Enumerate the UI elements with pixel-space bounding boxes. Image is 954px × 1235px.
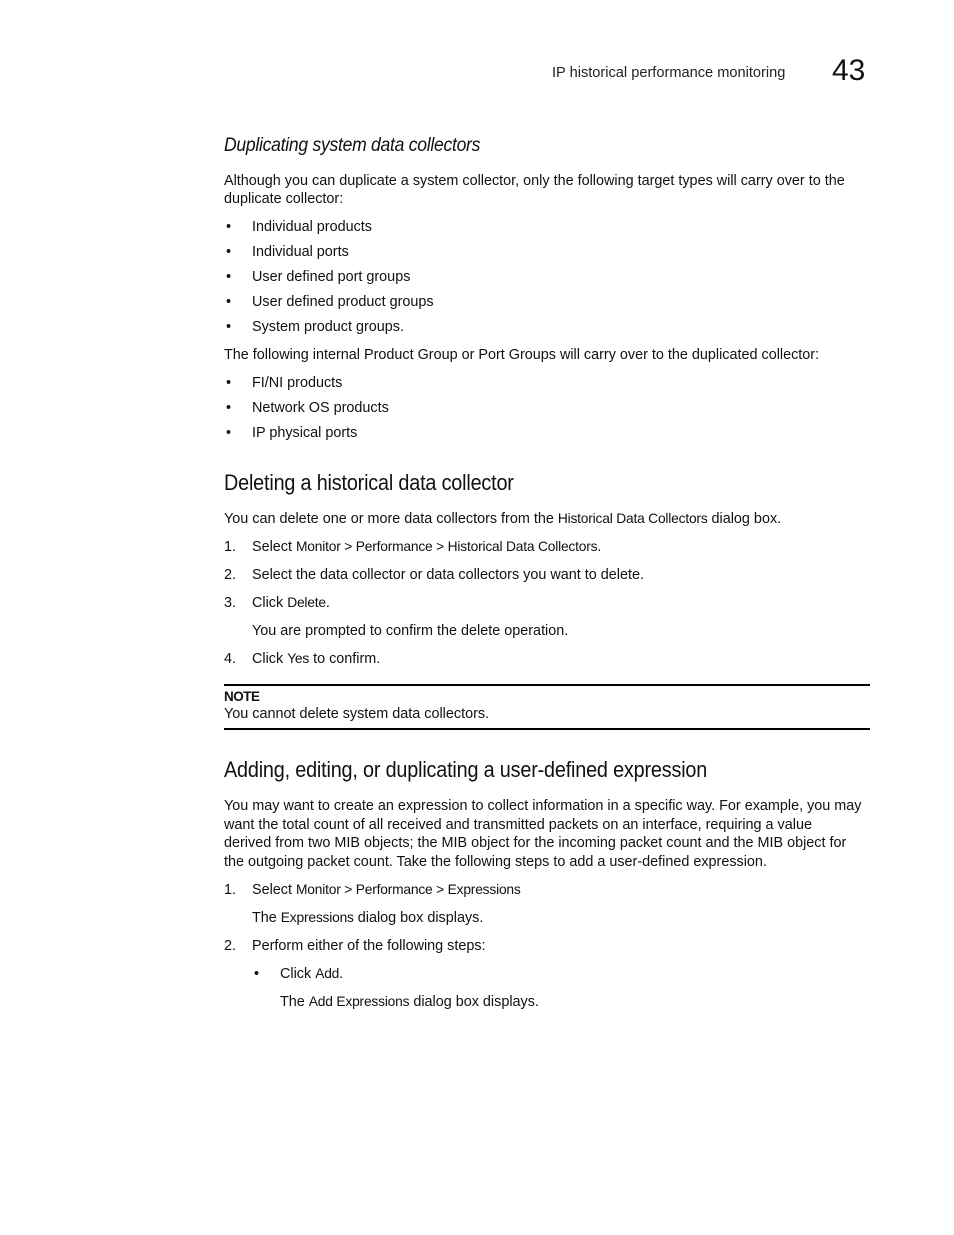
step-result: The Add Expressions dialog box displays. <box>280 994 539 1010</box>
running-header-title: IP historical performance monitoring <box>552 65 786 81</box>
ui-term: Add <box>315 966 340 981</box>
note-text: You cannot delete system data collectors. <box>224 706 490 722</box>
list-item: 3. Click Delete. <box>224 595 330 611</box>
note-top-rule <box>224 684 870 686</box>
step-result: You are prompted to confirm the delete operation. <box>252 623 569 639</box>
list-item: 1. Select Monitor > Performance > Expressions <box>224 882 521 898</box>
bullet-icon: • <box>226 244 232 260</box>
section-heading-duplicating: Duplicating system data collectors <box>224 134 481 156</box>
bullet-icon: • <box>226 294 232 310</box>
list-item: 2. Perform either of the following steps: <box>224 938 486 954</box>
section-heading-deleting: Deleting a historical data collector <box>224 470 514 495</box>
note-bottom-rule <box>224 728 870 730</box>
paragraph-line: The following internal Product Group or Port Groups will carry over to the duplicated collector: <box>224 347 820 363</box>
paragraph-line: Although you can duplicate a system collector, only the following target types will carry over to the <box>224 173 845 189</box>
list-item: 2. Select the data collector or data collectors you want to delete. <box>224 567 644 583</box>
bullet-icon: • <box>226 400 232 416</box>
paragraph-line: the outgoing packet count. Take the following steps to add a user-defined expression. <box>224 854 767 870</box>
ui-term: Monitor > Performance > Historical Data Collectors <box>296 539 598 554</box>
section-heading-adding: Adding, editing, or duplicating a user-defined expression <box>224 757 708 782</box>
bullet-icon: • <box>226 375 232 391</box>
bullet-icon: • <box>226 219 232 235</box>
ui-term: Delete <box>287 595 326 610</box>
bullet-icon: • <box>226 319 232 335</box>
ui-term: Yes <box>287 651 310 666</box>
paragraph-line: duplicate collector: <box>224 191 344 207</box>
step-result: The Expressions dialog box displays. <box>252 910 484 926</box>
paragraph-line: want the total count of all received and transmitted packets on an interface, requiring a value <box>224 817 812 833</box>
bullet-icon: • <box>254 966 260 982</box>
bullet-icon: • <box>226 269 232 285</box>
ui-term: Expressions <box>280 910 354 925</box>
ui-term: Monitor > Performance > Expressions <box>296 882 521 897</box>
ui-term: Historical Data Collectors <box>557 511 708 526</box>
chapter-number: 43 <box>832 54 866 87</box>
paragraph-line: You may want to create an expression to collect information in a specific way. For example, you may <box>224 798 862 814</box>
paragraph-line: You can delete one or more data collectors from the Historical Data Collectors dialog box. <box>224 511 782 527</box>
note-label: NOTE <box>224 689 260 704</box>
bullet-icon: • <box>226 425 232 441</box>
list-item: 1. Select Monitor > Performance > Historical Data Collectors. <box>224 539 602 555</box>
paragraph-line: derived from two MIB objects; the MIB object for the incoming packet count and the MIB object for <box>224 835 847 851</box>
ui-term: Add Expressions <box>308 994 410 1009</box>
list-item: 4. Click Yes to confirm. <box>224 651 381 667</box>
